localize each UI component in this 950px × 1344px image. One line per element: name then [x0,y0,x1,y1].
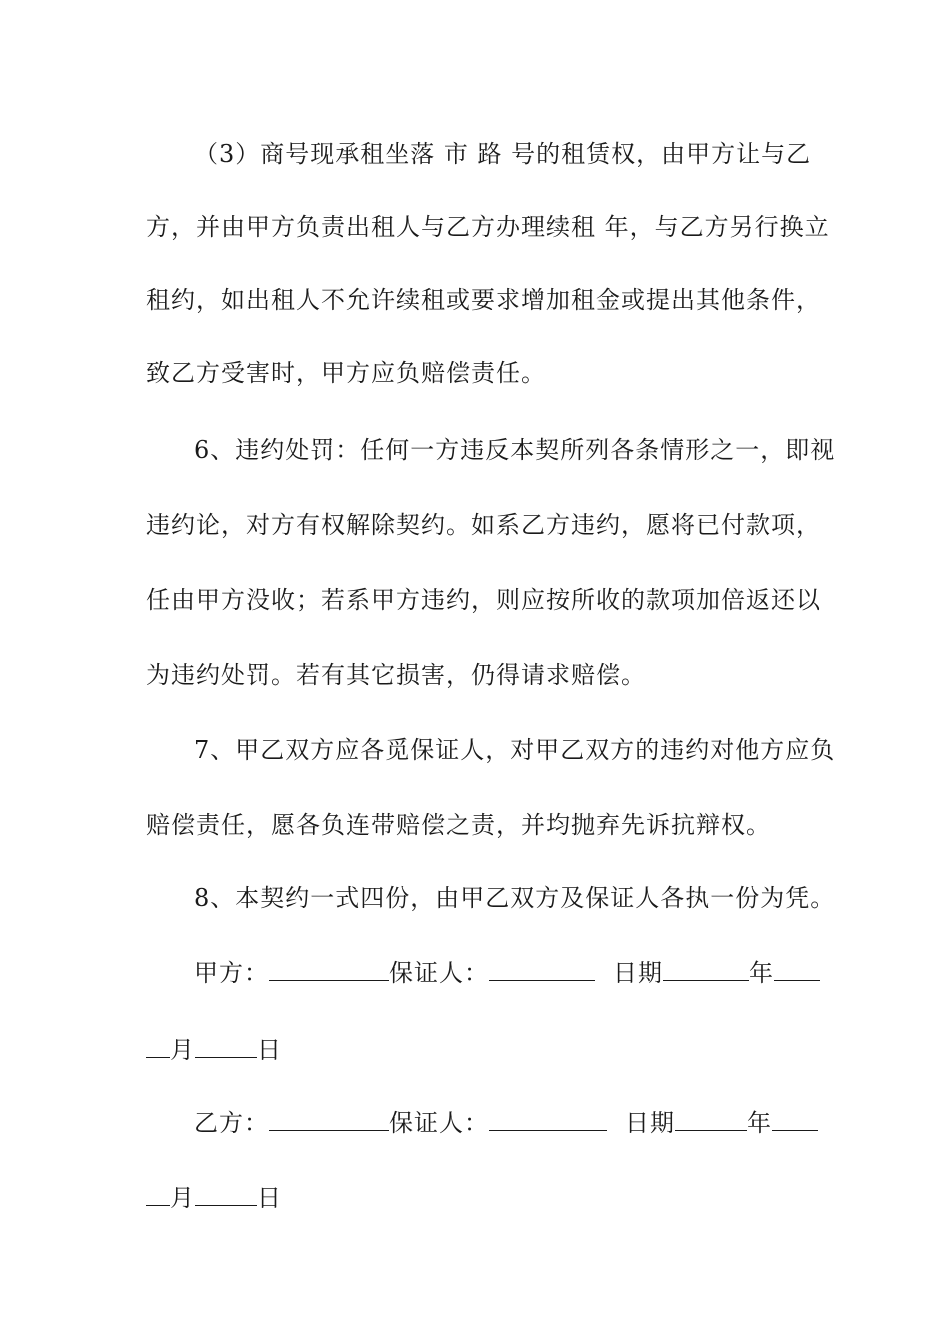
clause-6-line-1: 6、违约处罚：任何一方违反本契所列各条情形之一，即视 [194,436,836,464]
clause-6-line-4: 为违约处罚。若有其它损害，仍得请求赔偿。 [146,661,646,689]
clause-3-line-2: 方，并由甲方负责出租人与乙方办理续租 年，与乙方另行换立 [146,213,830,241]
signature-row-party-a-cont [146,1035,816,1065]
party-a-guarantor-label: 保证人： [389,959,489,987]
clause-7-line-1: 7、甲乙双方应各觅保证人，对甲乙双方的违约对他方应负 [194,736,836,764]
party-a-day-label: 日 [257,1036,282,1064]
clause-8-line-1: 8、本契约一式四份，由甲乙双方及保证人各执一份为凭。 [194,884,836,912]
party-a-date-label: 日期 [613,959,663,987]
party-b-month-label: 月 [170,1184,195,1212]
party-b-guarantor-label: 保证人： [389,1109,489,1137]
party-b-month-blank-end[interactable] [146,1185,170,1206]
clause-6-line-3: 任由甲方没收；若系甲方违约，则应按所收的款项加倍返还以 [146,586,821,614]
party-b-date-label: 日期 [625,1109,675,1137]
party-b-day-label: 日 [257,1184,282,1212]
party-a-guarantor-blank[interactable] [489,960,595,981]
party-a-label: 甲方： [194,959,269,987]
party-b-year-blank[interactable] [675,1110,747,1131]
party-b-guarantor-blank[interactable] [489,1110,607,1131]
party-b-label: 乙方： [194,1109,269,1137]
party-b-day-blank[interactable] [195,1185,257,1206]
party-a-blank[interactable] [269,960,389,981]
party-a-day-blank[interactable] [195,1037,257,1058]
party-a-month-blank-end[interactable] [146,1037,170,1058]
signature-row-party-a [194,958,864,988]
clause-6-line-2: 违约论，对方有权解除契约。如系乙方违约，愿将已付款项， [146,511,821,539]
signature-row-party-b [194,1108,864,1138]
party-b-month-blank-start[interactable] [772,1110,818,1131]
clause-7-line-2: 赔偿责任，愿各负连带赔偿之责，并均抛弃先诉抗辩权。 [146,811,771,839]
party-a-year-blank[interactable] [663,960,749,981]
clause-3-line-1: （3）商号现承租坐落 市 路 号的租赁权，由甲方让与乙 [194,140,812,168]
party-b-year-label: 年 [747,1109,772,1137]
clause-3-line-4: 致乙方受害时，甲方应负赔偿责任。 [146,359,546,387]
party-a-year-label: 年 [749,959,774,987]
clause-3-line-3: 租约，如出租人不允许续租或要求增加租金或提出其他条件， [146,286,821,314]
party-a-month-label: 月 [170,1036,195,1064]
party-a-month-blank-start[interactable] [774,960,820,981]
party-b-blank[interactable] [269,1110,389,1131]
signature-row-party-b-cont [146,1183,816,1213]
